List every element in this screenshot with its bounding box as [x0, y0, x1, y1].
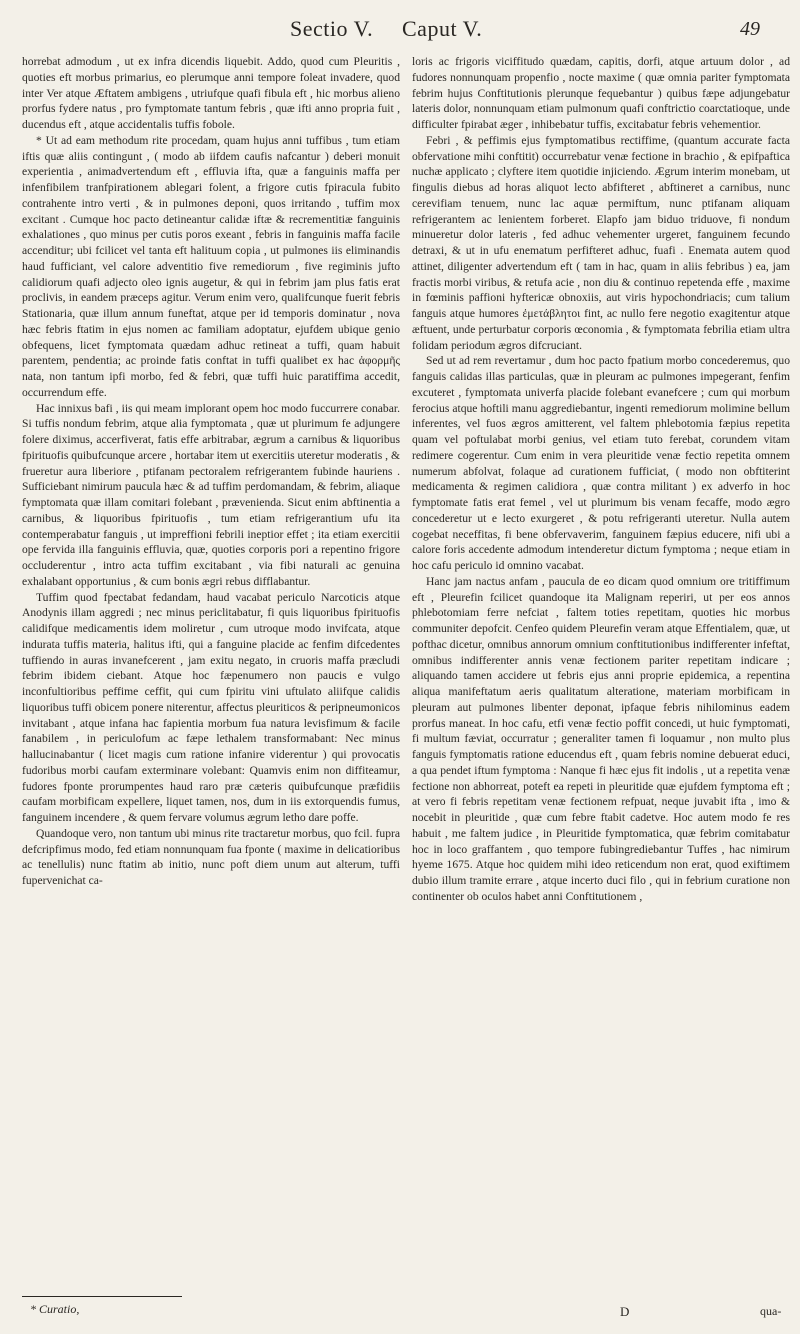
running-header [0, 16, 800, 46]
header-chapter: Caput V. [402, 16, 483, 41]
paragraph: loris ac frigoris viciffitudo quædam, capitis, dorfi, atque artuum dolor , ad fudores nonnunquam propenfio , nocte maxime ( quæ omnia pariter fymptomata febrim hujus Conftitutionis plerunque fequebantur ) quibus fæpe adjungebatur lateris dolor, nonnunquam etiam pulmonum quafi conftrictio coarctatioque, unde difficulter fpirabat æger , inhibebatur tuffis, excitabatur febris vehementior. [412, 55, 790, 131]
paragraph: Hanc jam nactus anfam , paucula de eo dicam quod omnium ore tritiffimum eft , Pleurefin fcilicet quandoque ita Malignam reperiri, ut per eos annos phlebotomiam ferre nefciat , faltem toties repetitam, quoties hic morbus communiter depofcit. Cenfeo quidem Pleurefin veram atque Effentialem, quæ, ut pofthac dicetur, omnibus annorum omnium conftitutionibus indifferenter infeftat, omnibus indifferenter annis venæ fectionem pariter repetitam indicare ; aliquando tamen accidere ut febris ejus anni proprie epidemica, a repentina aliqua manifeftatum aeris qualitatum alteratione, materiam morbificam in pleuram aut pulmones libenter deponat, ipfaque febris nihilominus eadem prorfus maneat. In hoc cafu, etfi venæ fectio poffit concedi, ut huic fymptomati, fi multum fæviat, occurratur ; generaliter tamen fi loquamur , non multo plus fanguis fymptomatis ratione educendus eft , quam febris nomine debuerat educi, a qua pendet iftum fymptoma : Nanque fi hæc ejus fit indolis , ut a repetita venæ fectione non abhorreat, poteft ea repeti in pleuritide quæ ejufdem fymptoma eft ; at vero fi febris repetitam venæ fectionem refpuat, neque juvabit ifta , imo & nocebit in pleuritide , quæ cum febre ftabit cadetve. Hoc autem modo fe res habuit , me faltem judice , in Pleuritide fymptomatica, quæ febrim comitabatur hoc in loco graffantem , quo tempore fubingrediebantur Tuffes , hac nimirum hyeme 1675. Atque hoc quidem mihi ideo reticendum non erat, quod exiftimem dubio illum tramite errare , atque incerto duci filo , qui in febrium curatione non continenter ob oculos habet anni Conftitutionem , [412, 574, 790, 903]
paragraph: Febri , & peffimis ejus fymptomatibus rectiffime, (quantum accurate facta obfervatione mihi conftitit) occurrebatur venæ fectione in brachio , & epifpaftica nuchæ applicato ; clyftere item quotidie injiciendo. Ægrum interim monebam, ut fingulis diebus ad horas aliquot lecto abfifteret , abftineret a carnibus, nunc cerevifiam tenuem, nunc lac aquæ permiftum, nunc ptifanam aliquam refrigerantem ac lenientem forberet. Elapfo jam biduo triduove, fi nondum minueretur dolor lateris , fed adhuc vehementer urgeret, fanguinem fecundo detraxi, & ut in ufu enematum perfifteret adhuc, fuafi . Enemata autem quod attinet, diligenter advertendum eft ( tam in hac, quam in aliis febribus ) ea, jam fractis morbi viribus, & retufa acie , non diu & continuo repetenda effe , maxime in fœminis paffioni hyftericæ obnoxiis, aut viris hypochondriacis; cum talium fanguis atque humores ἐμετάβλητοι fint, ac nullo fere negotio exagitentur atque æftuent, unde perturbatur corporis œconomia , & fymptomata febrilia etiam ultra folidam periodum ægros difcruciant. [412, 133, 790, 352]
signature-mark: D [620, 1304, 630, 1319]
paragraph: Tuffim quod fpectabat fedandam, haud vacabat periculo Narcoticis atque Anodynis illam aggredi ; nec minus periclitabatur, fi quis liquoribus fpirituofis calidifque medicamentis idem moliretur , cum utroque modo invifcata, atque indurata tuffis materia, halitus ifti, qui a fanguine placide ac fenfim difcedentes tuffiendo in auras invanefcerent , jam exitu negato, in cruoris maffa præcludi febrim ibidem ciebant. Atque hoc fæpenumero non paucis e vulgo inconfultioribus peffime ceffit, qui cum fpiritu vini uftulato aliifque calidis liquoribus tuffi obicem ponere niterentur, affectus pleuriticos & peripneumonicos invitabant , atque infana hac fapientia morbum fua natura levisfimum & facile fanabilem , in periculofum ac fæpe lethalem transformabant: Nec minus hallucinabantur ( licet magis cum ratione infanire viderentur ) qui provocatis fudoribus morbi caufam exterminare volebant: Quamvis enim non diffiteamur, fudores fponte prorumpentes haud raro præ cæteris quibufcunque præfidiis caufam morbificam expellere, liquet tamen, nos, dum in iis extorquendis fumus, fanguinem incendere , & quem fervare volumus ægrum letho dare poffe. [22, 590, 400, 824]
page-number: 49 [740, 18, 760, 40]
header-section: Sectio V. [290, 16, 374, 41]
left-column [22, 54, 400, 889]
paragraph: Hac innixus bafi , iis qui meam implorant opem hoc modo fuccurrere conabar. Si tuffis nondum febrim, atque alia fymptomata , quæ ut plurimum fe adjungere folere diximus, accerfiverat, fatis effe arbitrabar, ægrum a carnibus & liquoribus fpirituofis quibufcunque arcere , hortabar item ut exercitiis uteretur moderatis , & frueretur aura liberiore , ptifanam pectoralem refrigerantem fubinde hauriens . Sufficiebant nimirum paucula hæc & ad tuffim perdomandam, & febrim, aliaque fymptomata quæ illam comitari folebant , prævenienda. Sicut enim abftinentia a carnibus, & liquoribus fpirituofis , tum etiam refrigerantium ufu ita contemperabatur fanguis , ut impreffioni febrili ineptior effet ; ita etiam exercitii ope fervida illa fanguinis effluvia, quæ, quoties corporis pori a repentino frigore occluderentur , intro acta tuffim excitabant , via fibi naturali ac genuina exhalabant opportunius , & cum bonis ægri rebus difflabantur. [22, 401, 400, 588]
footnote: * Curatio, [30, 1302, 80, 1316]
catchword: qua- [760, 1304, 782, 1318]
paragraph: * Ut ad eam methodum rite procedam, quam hujus anni tuffibus , tum etiam iftis quæ aliis contingunt , ( modo ab iifdem caufis nafcantur ) deberi monuit experientia , animadvertendum eft , effluvia ifta, quæ a fanguinis maffa per infenfibilem tranfpirationem ablegari folent, a frigore cutis fpiracula fubito contrahente intro verti , & in pulmones deponi, quos irritando , tuffim mox excitant . Cumque hoc pacto detineantur calidæ iftæ & recrementitiæ fanguinis exhalationes , quo minus per cutis poros exeant , febris in fanguinis maffa facile accenditur; ubi fcilicet vel tanta eft halituum copia , ut pulmones iis eliminandis haud fufficiant, vel calore adventitio five remediorum , five regiminis jufto calidiorum quafi adjecto oleo ignis augetur, & qui in febrim jam plus fatis erat proclivis, in eandem præceps agitur. Verum enim vero, qualifcunque fuerit febris Stationaria, quæ illum annum funeftat, atque per id temporis dominatur , nova hæc febris ftatim in ejus nomen ac familiam adoptatur, ejufdem ubique genio obfequens, licet fymptomata quædam adhuc retineat a tuffi, quam habuit parentem, pendentia; ac proinde fatis conftat in tuffi qualibet ex hac ἀφορμῆς nata, non tantum ipfi morbo, fed & febri, quæ tuffi huic paratiffima accedit, occurrendum effe. [22, 133, 400, 399]
paragraph: Sed ut ad rem revertamur , dum hoc pacto fpatium morbo concederemus, quo fanguis calidas illas particulas, quæ in pleuram ac pulmones impegerant, fenfim excuteret , fymptomata univerfa placide folebant evanefcere ; cum qui morbum ferocius atque hoftili manu aggrediebantur, ingenti remediorum molimine bellum inferentes, vel fuos ægros amitterent, vel faltem phlebotomia fæpius repetita quam vel poftulabat morbi genius, vel etiam tuto ferebat, corundem vitam redimere cogerentur. Cum enim in vera pleuritide venæ fectio repetita omnem numerum abfolvat, folaque ad curationem fufficiat, ( modo non obftiterint medicamenta & regimen calidiora , quæ contra militant ) ex adverfo in hoc fymptomate fatis erat femel , vel ut plurimum bis venam fecaffe, modo ægro concederetur ut e lecto exurgeret , & potu refrigeranti uteretur. Nulla autem cogebat neceffitas, fi bene obfervaverim, fanguinem fæpius educere, nifi ubi a calore foris accedente admodum intenderetur dictum fymptoma ; neque etiam in hoc cafu periculo id omnino vacabat. [412, 354, 790, 572]
footnote-rule [22, 1296, 182, 1297]
right-column [412, 54, 790, 905]
paragraph: horrebat admodum , ut ex infra dicendis liquebit. Addo, quod cum Pleuritis , quoties eft morbus primarius, eo plerumque anni tempore foleat invadere, quod inter Ver atque Æftatem ambigens , utriufque quafi fibula eft , hic morbus alieno prorfus fydere natus , pro fymptomate tantum febris , quæ ifti anno propria fuit , ducendus eft , atque accidentalis tuffis fobole. [22, 55, 400, 131]
paragraph: Quandoque vero, non tantum ubi minus rite tractaretur morbus, quo fcil. fupra defcripfimus modo, fed etiam nonnunquam fua fponte ( maxime in delicatioribus ac tenellulis) nunc ftatim ab initio, nunc poft diem unum aut alterum, tuffi fupervenichat ca- [22, 826, 400, 887]
